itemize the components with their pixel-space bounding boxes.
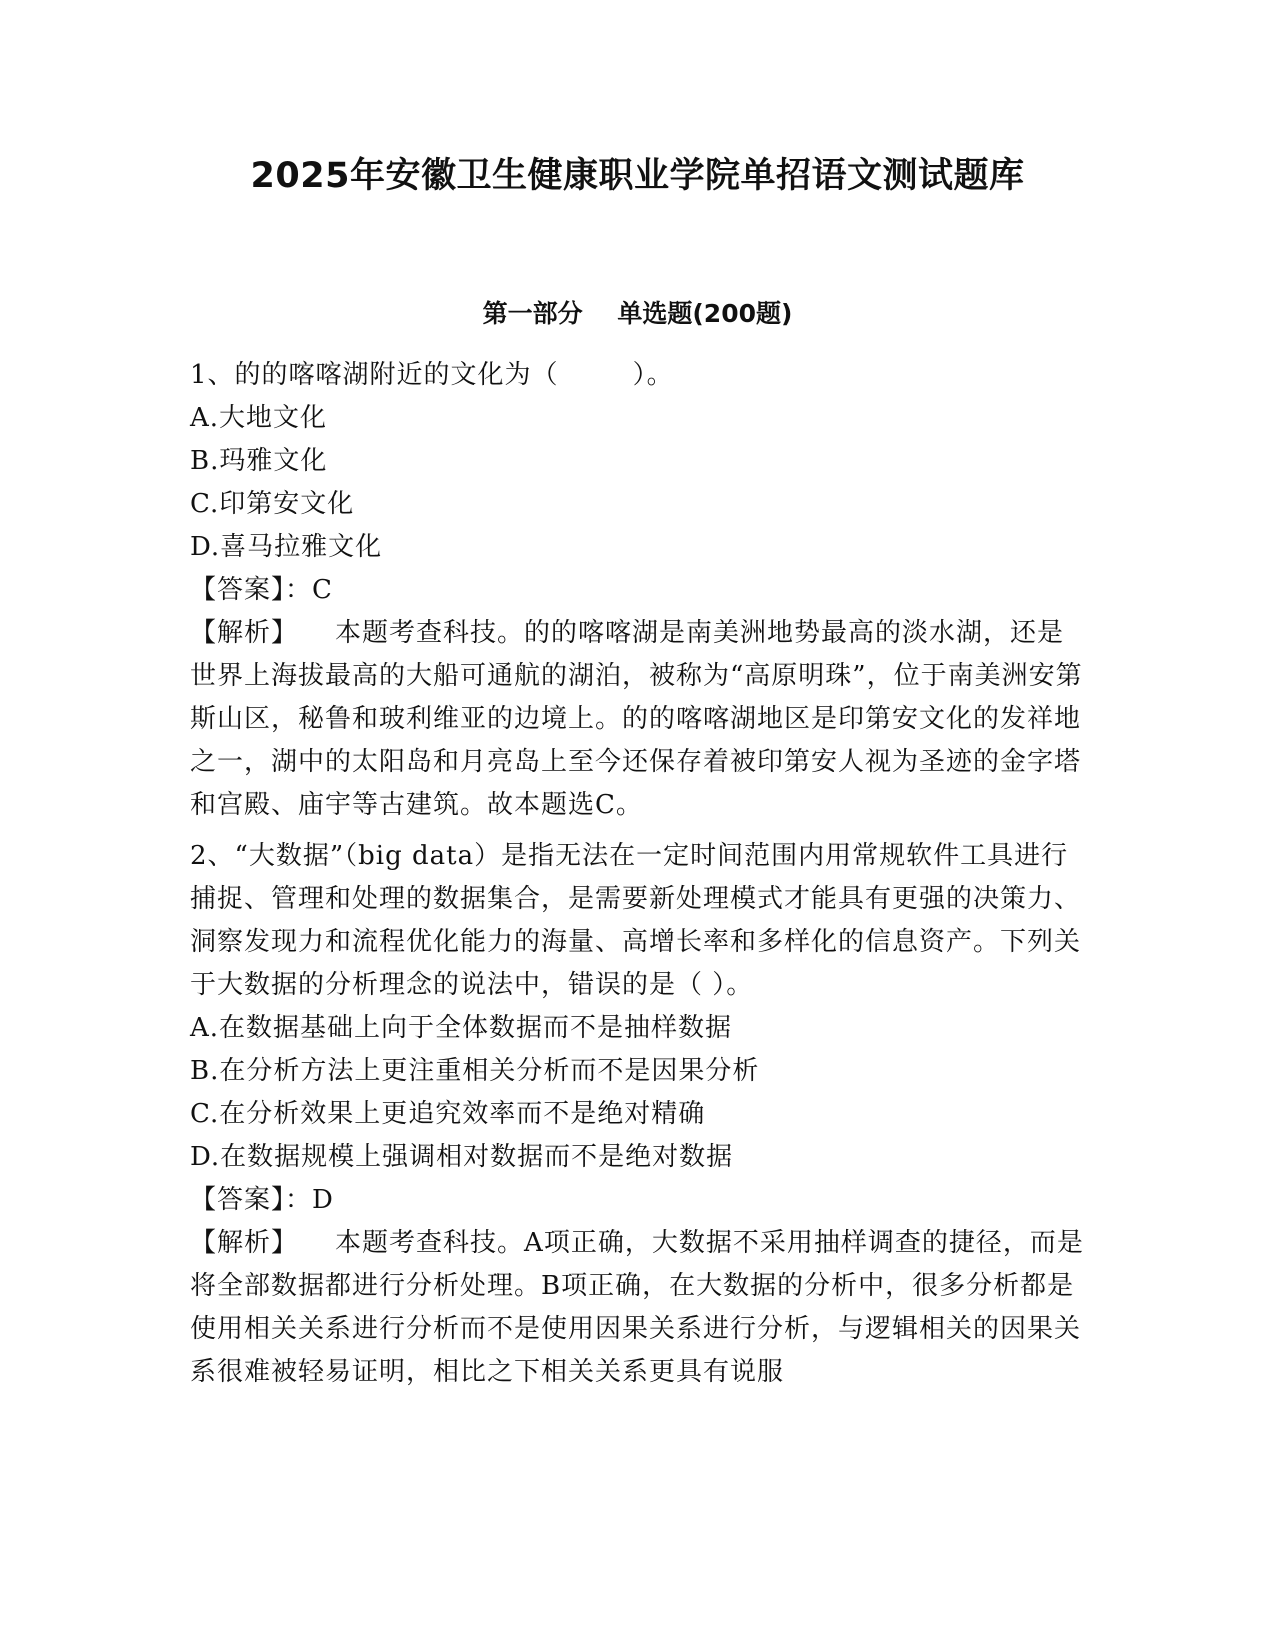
option-b: B.玛雅文化 (190, 446, 328, 476)
section-heading: 第一部分 单选题(200题) (482, 299, 793, 328)
question-stem: 1、的的喀喀湖附近的文化为（ ）。 (190, 360, 674, 390)
option-d: D.在数据规模上强调相对数据而不是绝对数据 (190, 1142, 734, 1172)
option-c: C.印第安文化 (190, 489, 355, 519)
document-title: 2025年安徽卫生健康职业学院单招语文测试题库 (250, 156, 1025, 196)
question-stem: 2、“大数据”（big data）是指无法在一定时间范围内用常规软件工具进行捕捉、管理和处理的数据集合，是需要新处理模式才能具有更强的决策力、洞察发现力和流程优化能力的海量、高增长率和多样化的信息资产。下列关于大数据的分析理念的说法中，错误的是（ ）。 (190, 841, 1082, 1000)
option-c: C.在分析效果上更追究效率而不是绝对精确 (190, 1099, 706, 1129)
analysis-paragraph: 【解析】 本题考查科技。A项正确，大数据不采用抽样调查的捷径，而是将全部数据都进行分析处理。B项正确，在大数据的分析中，很多分析都是使用相关关系进行分析而不是使用因果关系进行分析，与逻辑相关的因果关系很难被轻易证明，相比之下相关关系更具有说服 (190, 1228, 1084, 1387)
option-a: A.大地文化 (190, 403, 328, 433)
analysis-paragraph: 【解析】 本题考查科技。的的喀喀湖是南美洲地势最高的淡水湖，还是世界上海拔最高的大船可通航的湖泊，被称为“高原明珠”，位于南美洲安第斯山区，秘鲁和玻利维亚的边境上。的的喀喀湖地区是印第安文化的发祥地之一，湖中的太阳岛和月亮岛上至今还保存着被印第安人视为圣迹的金字塔和宫殿、庙宇等古建筑。故本题选C。 (190, 618, 1083, 820)
question-2 (190, 835, 1090, 1394)
question-1 (190, 354, 1090, 827)
option-a: A.在数据基础上向于全体数据而不是抽样数据 (190, 1013, 733, 1043)
option-b: B.在分析方法上更注重相关分析而不是因果分析 (190, 1056, 760, 1086)
answer-line: 【答案】：D (190, 1185, 334, 1215)
option-d: D.喜马拉雅文化 (190, 532, 383, 562)
document-body (190, 354, 1090, 1402)
answer-line: 【答案】：C (190, 575, 333, 605)
